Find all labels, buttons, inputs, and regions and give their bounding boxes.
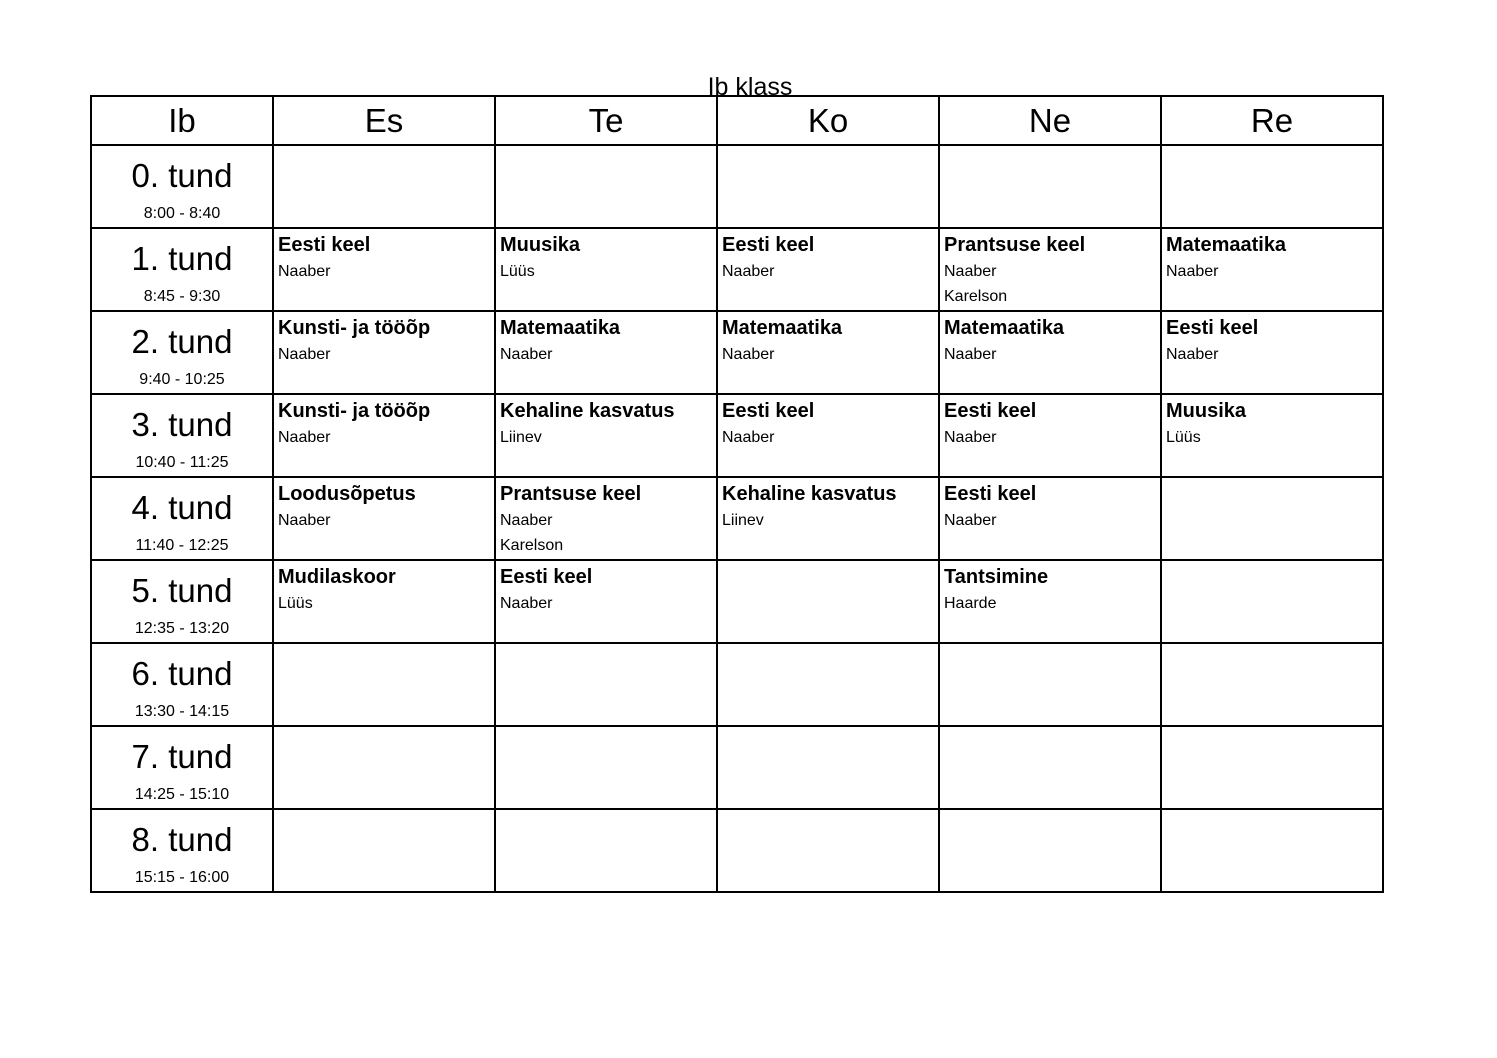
schedule-cell-content: [274, 727, 494, 729]
schedule-cell-content: [1162, 229, 1382, 284]
teacher-name: Haarde: [944, 595, 997, 612]
subject-name: Eesti keel: [500, 566, 593, 588]
schedule-cell: [495, 477, 717, 560]
teacher-name: Naaber: [944, 346, 997, 363]
timetable-body: [91, 145, 1383, 892]
schedule-cell: [939, 311, 1161, 394]
teacher-name: Naaber: [944, 263, 997, 280]
subject-name: Mudilaskoor: [278, 566, 396, 588]
subject-name: Eesti keel: [944, 400, 1037, 422]
schedule-cell: [939, 228, 1161, 311]
lesson-header-cell: [91, 311, 273, 394]
lesson-row: [91, 145, 1383, 228]
header-day-ne: Ne: [939, 96, 1161, 145]
lesson-time: 8:45 - 9:30: [143, 288, 221, 305]
schedule-cell-content: [718, 727, 938, 729]
header-day-es: Es: [273, 96, 495, 145]
schedule-cell-content: [274, 644, 494, 646]
header-day-re: Re: [1161, 96, 1383, 145]
lesson-label: 5. tund: [131, 572, 233, 609]
schedule-cell-content: [940, 810, 1160, 812]
lesson-row: [91, 643, 1383, 726]
schedule-cell-content: [274, 146, 494, 148]
teacher-name: Lüüs: [500, 263, 535, 280]
schedule-cell-content: [274, 478, 494, 533]
lesson-header-cell: [91, 145, 273, 228]
teacher-name: Naaber: [278, 263, 331, 280]
schedule-cell-content: [718, 561, 938, 563]
schedule-cell-content: [496, 395, 716, 450]
lesson-time: 12:35 - 13:20: [134, 620, 230, 637]
teacher-name: Naaber: [722, 263, 775, 280]
schedule-cell-content: [496, 561, 716, 616]
schedule-cell-content: [940, 561, 1160, 616]
schedule-cell: [495, 726, 717, 809]
schedule-cell: [717, 228, 939, 311]
header-day-ko: Ko: [717, 96, 939, 145]
schedule-cell: [495, 809, 717, 892]
schedule-cell: [939, 145, 1161, 228]
lesson-time: 14:25 - 15:10: [134, 786, 230, 803]
lesson-row: [91, 560, 1383, 643]
schedule-cell-content: [940, 478, 1160, 533]
schedule-cell: [273, 145, 495, 228]
schedule-cell: [273, 311, 495, 394]
schedule-cell: [1161, 726, 1383, 809]
lesson-time: 10:40 - 11:25: [135, 454, 229, 471]
subject-name: Eesti keel: [722, 400, 815, 422]
lesson-time: 13:30 - 14:15: [134, 703, 230, 720]
schedule-cell-content: [274, 312, 494, 367]
lesson-time: 8:00 - 8:40: [143, 205, 221, 222]
page-title: Ib klass: [707, 73, 793, 98]
schedule-cell: [273, 477, 495, 560]
schedule-cell-content: [718, 644, 938, 646]
lesson-header-cell: [91, 726, 273, 809]
lesson-row: [91, 228, 1383, 311]
lesson-label: 7. tund: [131, 738, 233, 775]
schedule-cell: [495, 145, 717, 228]
teacher-name: Karelson: [944, 288, 1008, 305]
schedule-cell-content: [1162, 478, 1382, 480]
schedule-cell-content: [940, 146, 1160, 148]
teacher-name: Liinev: [722, 512, 764, 529]
schedule-cell: [1161, 145, 1383, 228]
subject-name: Eesti keel: [278, 234, 371, 256]
schedule-cell-content: [496, 146, 716, 148]
subject-name: Eesti keel: [944, 483, 1037, 505]
schedule-cell-content: [274, 395, 494, 450]
schedule-cell-content: [1162, 312, 1382, 367]
schedule-cell-content: [496, 810, 716, 812]
schedule-cell: [273, 809, 495, 892]
header-row: [91, 96, 1383, 145]
schedule-cell-content: [940, 229, 1160, 309]
lesson-row: [91, 477, 1383, 560]
lesson-time: 11:40 - 12:25: [135, 537, 229, 554]
schedule-cell-content: [940, 644, 1160, 646]
schedule-cell: [273, 560, 495, 643]
schedule-cell: [1161, 477, 1383, 560]
schedule-cell-content: [718, 478, 938, 533]
teacher-name: Lüüs: [278, 595, 313, 612]
schedule-cell: [495, 643, 717, 726]
teacher-name: Naaber: [500, 512, 553, 529]
subject-name: Kehaline kasvatus: [722, 483, 897, 505]
schedule-cell: [495, 394, 717, 477]
schedule-cell-content: [718, 229, 938, 284]
subject-name: Matemaatika: [1166, 234, 1287, 256]
lesson-label: 6. tund: [131, 655, 233, 692]
lesson-label: 3. tund: [131, 406, 233, 443]
lesson-label: 0. tund: [131, 157, 233, 194]
schedule-cell: [1161, 311, 1383, 394]
lesson-header-cell: [91, 560, 273, 643]
schedule-cell: [939, 643, 1161, 726]
teacher-name: Naaber: [722, 346, 775, 363]
schedule-cell: [495, 560, 717, 643]
schedule-cell: [939, 560, 1161, 643]
schedule-cell-content: [940, 727, 1160, 729]
lesson-row: [91, 311, 1383, 394]
subject-name: Prantsuse keel: [944, 234, 1086, 256]
schedule-cell-content: [496, 312, 716, 367]
schedule-cell-content: [1162, 146, 1382, 148]
schedule-cell-content: [496, 644, 716, 646]
schedule-cell: [1161, 809, 1383, 892]
schedule-cell: [1161, 228, 1383, 311]
schedule-cell: [717, 726, 939, 809]
schedule-cell-content: [496, 478, 716, 558]
teacher-name: Karelson: [500, 537, 564, 554]
lesson-label: 8. tund: [131, 821, 233, 858]
teacher-name: Naaber: [1166, 346, 1219, 363]
lesson-label: 1. tund: [131, 240, 233, 277]
schedule-cell-content: [274, 229, 494, 284]
schedule-cell: [717, 477, 939, 560]
schedule-cell: [939, 477, 1161, 560]
schedule-cell: [939, 394, 1161, 477]
lesson-header-cell: [91, 477, 273, 560]
schedule-cell-content: [274, 561, 494, 616]
lesson-label: 2. tund: [131, 323, 233, 360]
teacher-name: Naaber: [944, 512, 997, 529]
teacher-name: Naaber: [500, 595, 553, 612]
schedule-cell-content: [1162, 727, 1382, 729]
schedule-cell-content: [718, 146, 938, 148]
lesson-row: [91, 394, 1383, 477]
schedule-cell: [273, 726, 495, 809]
teacher-name: Naaber: [1166, 263, 1219, 280]
subject-name: Eesti keel: [1166, 317, 1259, 339]
schedule-cell: [1161, 394, 1383, 477]
schedule-cell: [273, 228, 495, 311]
schedule-cell: [717, 809, 939, 892]
schedule-cell-content: [718, 312, 938, 367]
schedule-cell-content: [496, 229, 716, 284]
schedule-cell: [717, 145, 939, 228]
timetable: [90, 95, 1384, 893]
header-class: Ib: [91, 96, 273, 145]
lesson-header-cell: [91, 394, 273, 477]
schedule-cell-content: [940, 312, 1160, 367]
lesson-header-cell: [91, 228, 273, 311]
teacher-name: Naaber: [722, 429, 775, 446]
lesson-row: [91, 809, 1383, 892]
schedule-cell: [1161, 643, 1383, 726]
schedule-cell: [495, 228, 717, 311]
schedule-cell-content: [1162, 644, 1382, 646]
teacher-name: Naaber: [278, 429, 331, 446]
lesson-time: 9:40 - 10:25: [139, 371, 225, 388]
subject-name: Muusika: [500, 234, 581, 256]
teacher-name: Naaber: [278, 512, 331, 529]
lesson-row: [91, 726, 1383, 809]
lesson-header-cell: [91, 643, 273, 726]
subject-name: Tantsimine: [944, 566, 1049, 588]
schedule-cell: [939, 726, 1161, 809]
schedule-cell: [717, 643, 939, 726]
teacher-name: Naaber: [500, 346, 553, 363]
subject-name: Loodusõpetus: [278, 483, 416, 505]
subject-name: Matemaatika: [500, 317, 621, 339]
subject-name: Kunsti- ja tööõp: [278, 400, 431, 422]
schedule-cell-content: [940, 395, 1160, 450]
schedule-cell: [495, 311, 717, 394]
schedule-cell-content: [718, 395, 938, 450]
schedule-cell-content: [718, 810, 938, 812]
teacher-name: Liinev: [500, 429, 542, 446]
subject-name: Kunsti- ja tööõp: [278, 317, 431, 339]
schedule-cell: [1161, 560, 1383, 643]
subject-name: Eesti keel: [722, 234, 815, 256]
schedule-cell: [273, 394, 495, 477]
schedule-cell: [717, 394, 939, 477]
subject-name: Matemaatika: [944, 317, 1065, 339]
lesson-time: 15:15 - 16:00: [134, 869, 230, 886]
schedule-cell: [273, 643, 495, 726]
schedule-cell-content: [1162, 810, 1382, 812]
schedule-cell: [717, 560, 939, 643]
teacher-name: Naaber: [278, 346, 331, 363]
subject-name: Kehaline kasvatus: [500, 400, 675, 422]
schedule-cell: [939, 809, 1161, 892]
schedule-cell-content: [1162, 395, 1382, 450]
lesson-header-cell: [91, 809, 273, 892]
lesson-label: 4. tund: [131, 489, 233, 526]
subject-name: Muusika: [1166, 400, 1247, 422]
teacher-name: Naaber: [944, 429, 997, 446]
schedule-cell-content: [1162, 561, 1382, 563]
schedule-cell: [717, 311, 939, 394]
schedule-cell-content: [496, 727, 716, 729]
teacher-name: Lüüs: [1166, 429, 1201, 446]
subject-name: Matemaatika: [722, 317, 843, 339]
header-day-te: Te: [495, 96, 717, 145]
schedule-cell-content: [274, 810, 494, 812]
subject-name: Prantsuse keel: [500, 483, 642, 505]
